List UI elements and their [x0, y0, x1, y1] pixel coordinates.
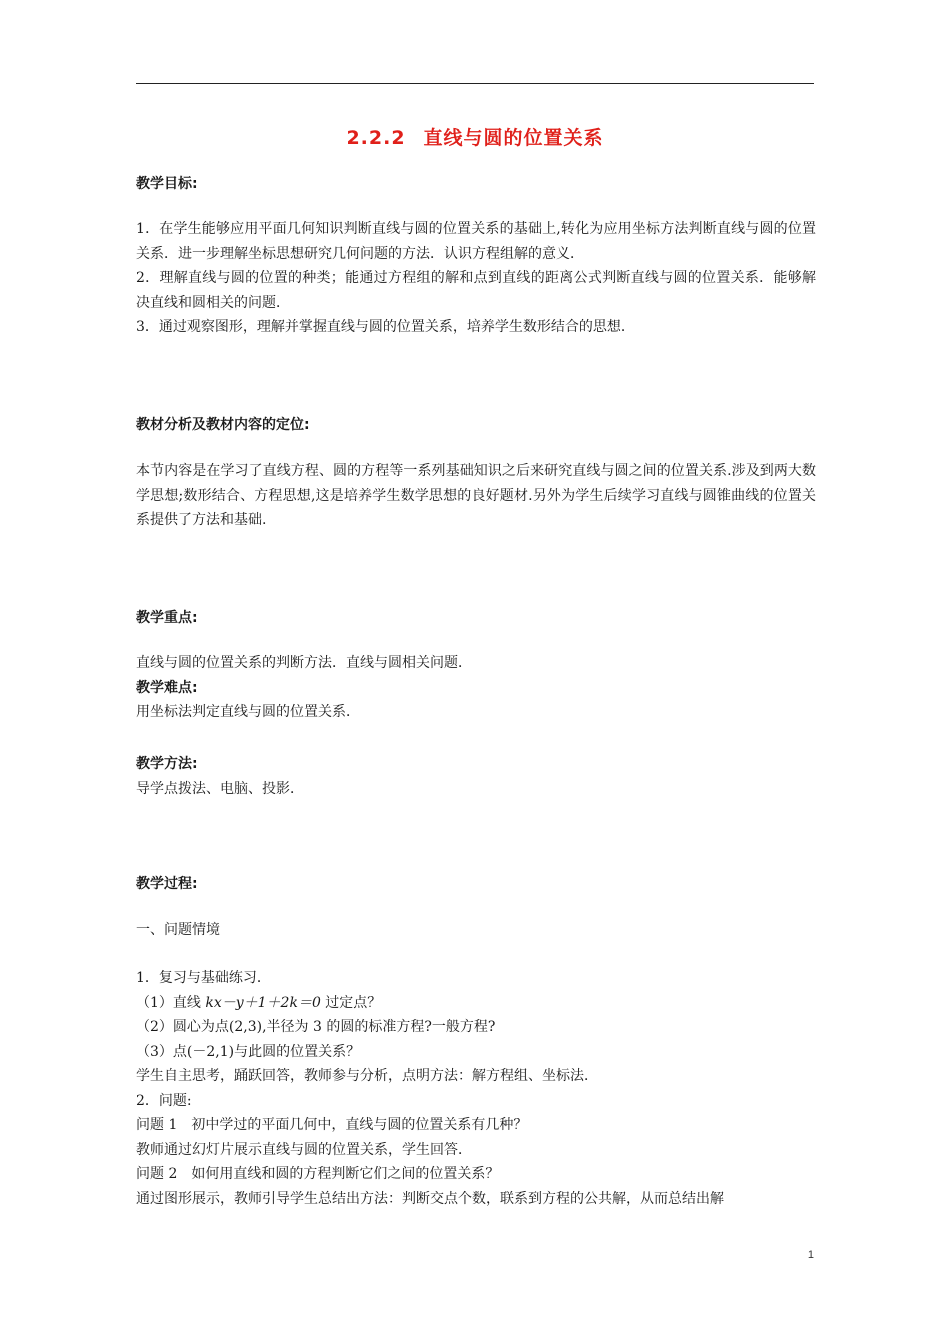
objective-item-3: 3．通过观察图形，理解并掌握直线与圆的位置关系，培养学生数形结合的思想．	[136, 319, 635, 335]
title-text: 直线与圆的位置关系	[423, 127, 604, 149]
objective-item-1: 1．在学生能够应用平面几何知识判断直线与圆的位置关系的基础上,转化为应用坐标方法判断直线与圆的位置关系．进一步理解坐标思想研究几何问题的方法．认识方程组解的意义．	[136, 221, 816, 262]
question-3: （3）点(－2,1)与此圆的位置关系？	[136, 1043, 361, 1060]
analysis-text: 本节内容是在学习了直线方程、圆的方程等一系列基础知识之后来研究直线与圆之间的位置关系.涉及到两大数学思想;数形结合、方程思想,这是培养学生数学思想的良好题材.另外为学生后续学习直线与圆锥曲线的位置关系提供了方法和基础.	[136, 463, 816, 528]
process-section1	[136, 918, 816, 943]
page-number: 1	[807, 1249, 814, 1261]
page-title	[0, 123, 950, 150]
methods-section	[136, 752, 816, 801]
objectives-heading: 教学目标:	[136, 176, 198, 192]
question-1: （1）直线 kx－y＋1＋2k＝0 过定点？	[136, 994, 382, 1011]
analysis-section	[136, 413, 816, 438]
difficulties-heading: 教学难点:	[136, 679, 198, 696]
final-line: 通过图形展示，教师引导学生总结出方法：判断交点个数，联系到方程的公共解，从而总结出解	[136, 1190, 724, 1207]
title-number: 2.2.2	[346, 127, 406, 149]
key-points-heading: 教学重点:	[136, 610, 198, 626]
key-points-text: 直线与圆的位置关系的判断方法．直线与圆相关问题．	[136, 655, 472, 671]
process-heading: 教学过程:	[136, 876, 198, 892]
analysis-heading: 教材分析及教材内容的定位:	[136, 417, 310, 433]
key-points-section	[136, 606, 816, 631]
objectives-section	[136, 172, 816, 197]
process-body	[136, 966, 816, 1211]
teacher-note-1: 教师通过幻灯片展示直线与圆的位置关系，学生回答．	[136, 1141, 472, 1158]
header-rule	[136, 83, 814, 84]
problem-2: 问题 2 如何用直线和圆的方程判断它们之间的位置关系？	[136, 1166, 500, 1182]
methods-heading: 教学方法:	[136, 756, 198, 772]
question-2: （2）圆心为点(2,3),半径为 3 的圆的标准方程?一般方程?	[136, 1019, 496, 1035]
objectives-list	[136, 217, 816, 340]
student-note: 学生自主思考，踊跃回答，教师参与分析，点明方法：解方程组、坐标法．	[136, 1068, 598, 1084]
section1-title: 一、问题情境	[136, 922, 220, 938]
question-1-equation: kx－y＋1＋2k＝0	[205, 994, 321, 1011]
objective-item-2: 2．理解直线与圆的位置的种类；能通过方程组的解和点到直线的距离公式判断直线与圆的位置关系．能够解决直线和圆相关的问题．	[136, 270, 816, 311]
problem-1: 问题 1 初中学过的平面几何中，直线与圆的位置关系有几种？	[136, 1117, 528, 1133]
methods-text: 导学点拨法、电脑、投影．	[136, 780, 304, 797]
questions-title: 2．问题:	[136, 1092, 192, 1109]
process-section	[136, 872, 816, 897]
review-title: 1．复习与基础练习．	[136, 970, 271, 986]
difficulties-text: 用坐标法判定直线与圆的位置关系．	[136, 704, 360, 720]
key-points-block	[136, 651, 816, 725]
